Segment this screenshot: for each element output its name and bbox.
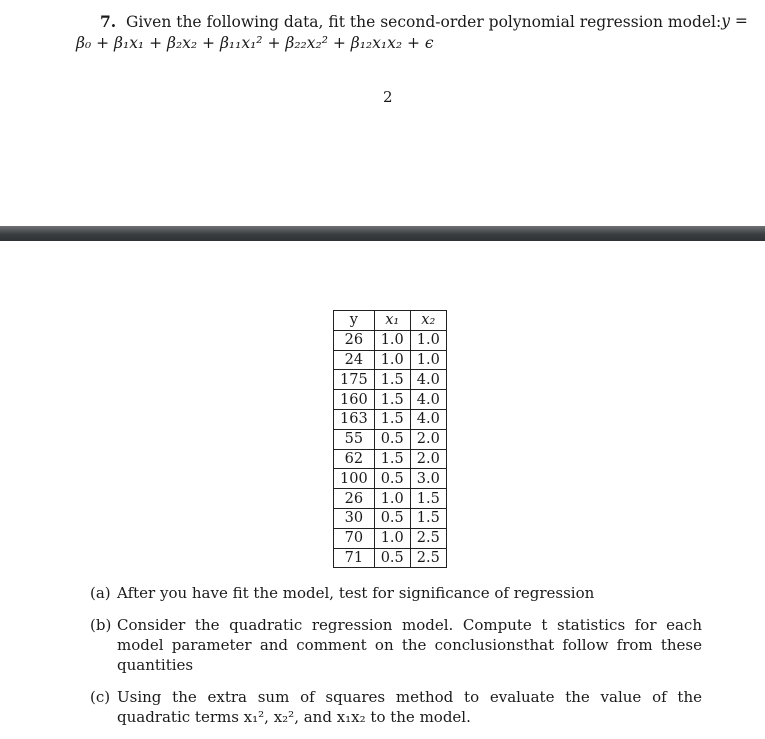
- part-label: (b): [90, 616, 112, 634]
- part-a: [90, 583, 702, 603]
- cell-y: 71: [334, 548, 375, 568]
- cell-x2: 1.0: [410, 330, 446, 350]
- cell-x2: 2.5: [410, 528, 446, 548]
- cell-y: 163: [334, 409, 375, 429]
- cell-x1: 1.5: [374, 449, 410, 469]
- cell-x2: 2.0: [410, 429, 446, 449]
- table-row: [334, 330, 447, 350]
- table-row: [334, 390, 447, 410]
- cell-x1: 0.5: [374, 469, 410, 489]
- table-row: [334, 350, 447, 370]
- cell-y: 30: [334, 508, 375, 528]
- cell-x2: 2.5: [410, 548, 446, 568]
- problem-statement: [76, 11, 748, 54]
- table-row: [334, 489, 447, 509]
- problem-text: Given the following data, fit the second-order polynomial regression model:: [126, 13, 722, 31]
- cell-y: 26: [334, 330, 375, 350]
- cell-x2: 2.0: [410, 449, 446, 469]
- table-row: [334, 508, 447, 528]
- cell-x1: 1.0: [374, 528, 410, 548]
- cell-y: 175: [334, 370, 375, 390]
- cell-x1: 1.5: [374, 390, 410, 410]
- cell-x2: 4.0: [410, 390, 446, 410]
- part-c: [90, 687, 702, 727]
- data-table: [333, 310, 447, 568]
- cell-x2: 3.0: [410, 469, 446, 489]
- cell-y: 24: [334, 350, 375, 370]
- cell-x1: 1.0: [374, 350, 410, 370]
- equation-lhs: y =: [721, 12, 748, 30]
- cell-x1: 0.5: [374, 508, 410, 528]
- table-row: [334, 548, 447, 568]
- cell-x1: 0.5: [374, 429, 410, 449]
- table-header-row: [334, 311, 447, 331]
- cell-x1: 1.5: [374, 409, 410, 429]
- problem-line-1: [76, 11, 748, 33]
- problem-number: 7.: [100, 12, 117, 31]
- header-x2: x₂: [410, 311, 446, 331]
- cell-y: 62: [334, 449, 375, 469]
- cell-x2: 1.0: [410, 350, 446, 370]
- question-parts: [90, 583, 702, 739]
- header-x1: x₁: [374, 311, 410, 331]
- table-row: [334, 469, 447, 489]
- cell-x1: 1.0: [374, 489, 410, 509]
- part-label: (a): [90, 584, 111, 602]
- table-row: [334, 370, 447, 390]
- table-row: [334, 429, 447, 449]
- regression-equation: β₀ + β₁x₁ + β₂x₂ + β₁₁x₁² + β₂₂x₂² + β₁₂x₁x₂ + ϵ: [76, 34, 434, 52]
- cell-y: 26: [334, 489, 375, 509]
- header-y: y: [334, 311, 375, 331]
- cell-y: 70: [334, 528, 375, 548]
- table-row: [334, 409, 447, 429]
- page-bottom: [0, 241, 765, 733]
- cell-y: 100: [334, 469, 375, 489]
- page-number: 2: [383, 88, 393, 106]
- part-text: Using the extra sum of squares method to evaluate the value of the quadratic terms x₁², x₂², and x₁x₂ to the model.: [117, 688, 702, 726]
- table-row: [334, 449, 447, 469]
- table-body: [334, 330, 447, 568]
- cell-x1: 1.0: [374, 330, 410, 350]
- cell-y: 55: [334, 429, 375, 449]
- table-row: [334, 528, 447, 548]
- part-label: (c): [90, 688, 111, 706]
- page-top: [0, 0, 765, 226]
- cell-y: 160: [334, 390, 375, 410]
- cell-x2: 4.0: [410, 409, 446, 429]
- cell-x2: 4.0: [410, 370, 446, 390]
- cell-x2: 1.5: [410, 508, 446, 528]
- cell-x1: 0.5: [374, 548, 410, 568]
- part-b: [90, 615, 702, 675]
- page-divider: [0, 226, 765, 241]
- part-text: Consider the quadratic regression model. Compute t statistics for each model parameter and comment on the conclusionsthat follow from these quantities: [117, 616, 702, 674]
- cell-x1: 1.5: [374, 370, 410, 390]
- cell-x2: 1.5: [410, 489, 446, 509]
- part-text: After you have fit the model, test for significance of regression: [117, 584, 595, 602]
